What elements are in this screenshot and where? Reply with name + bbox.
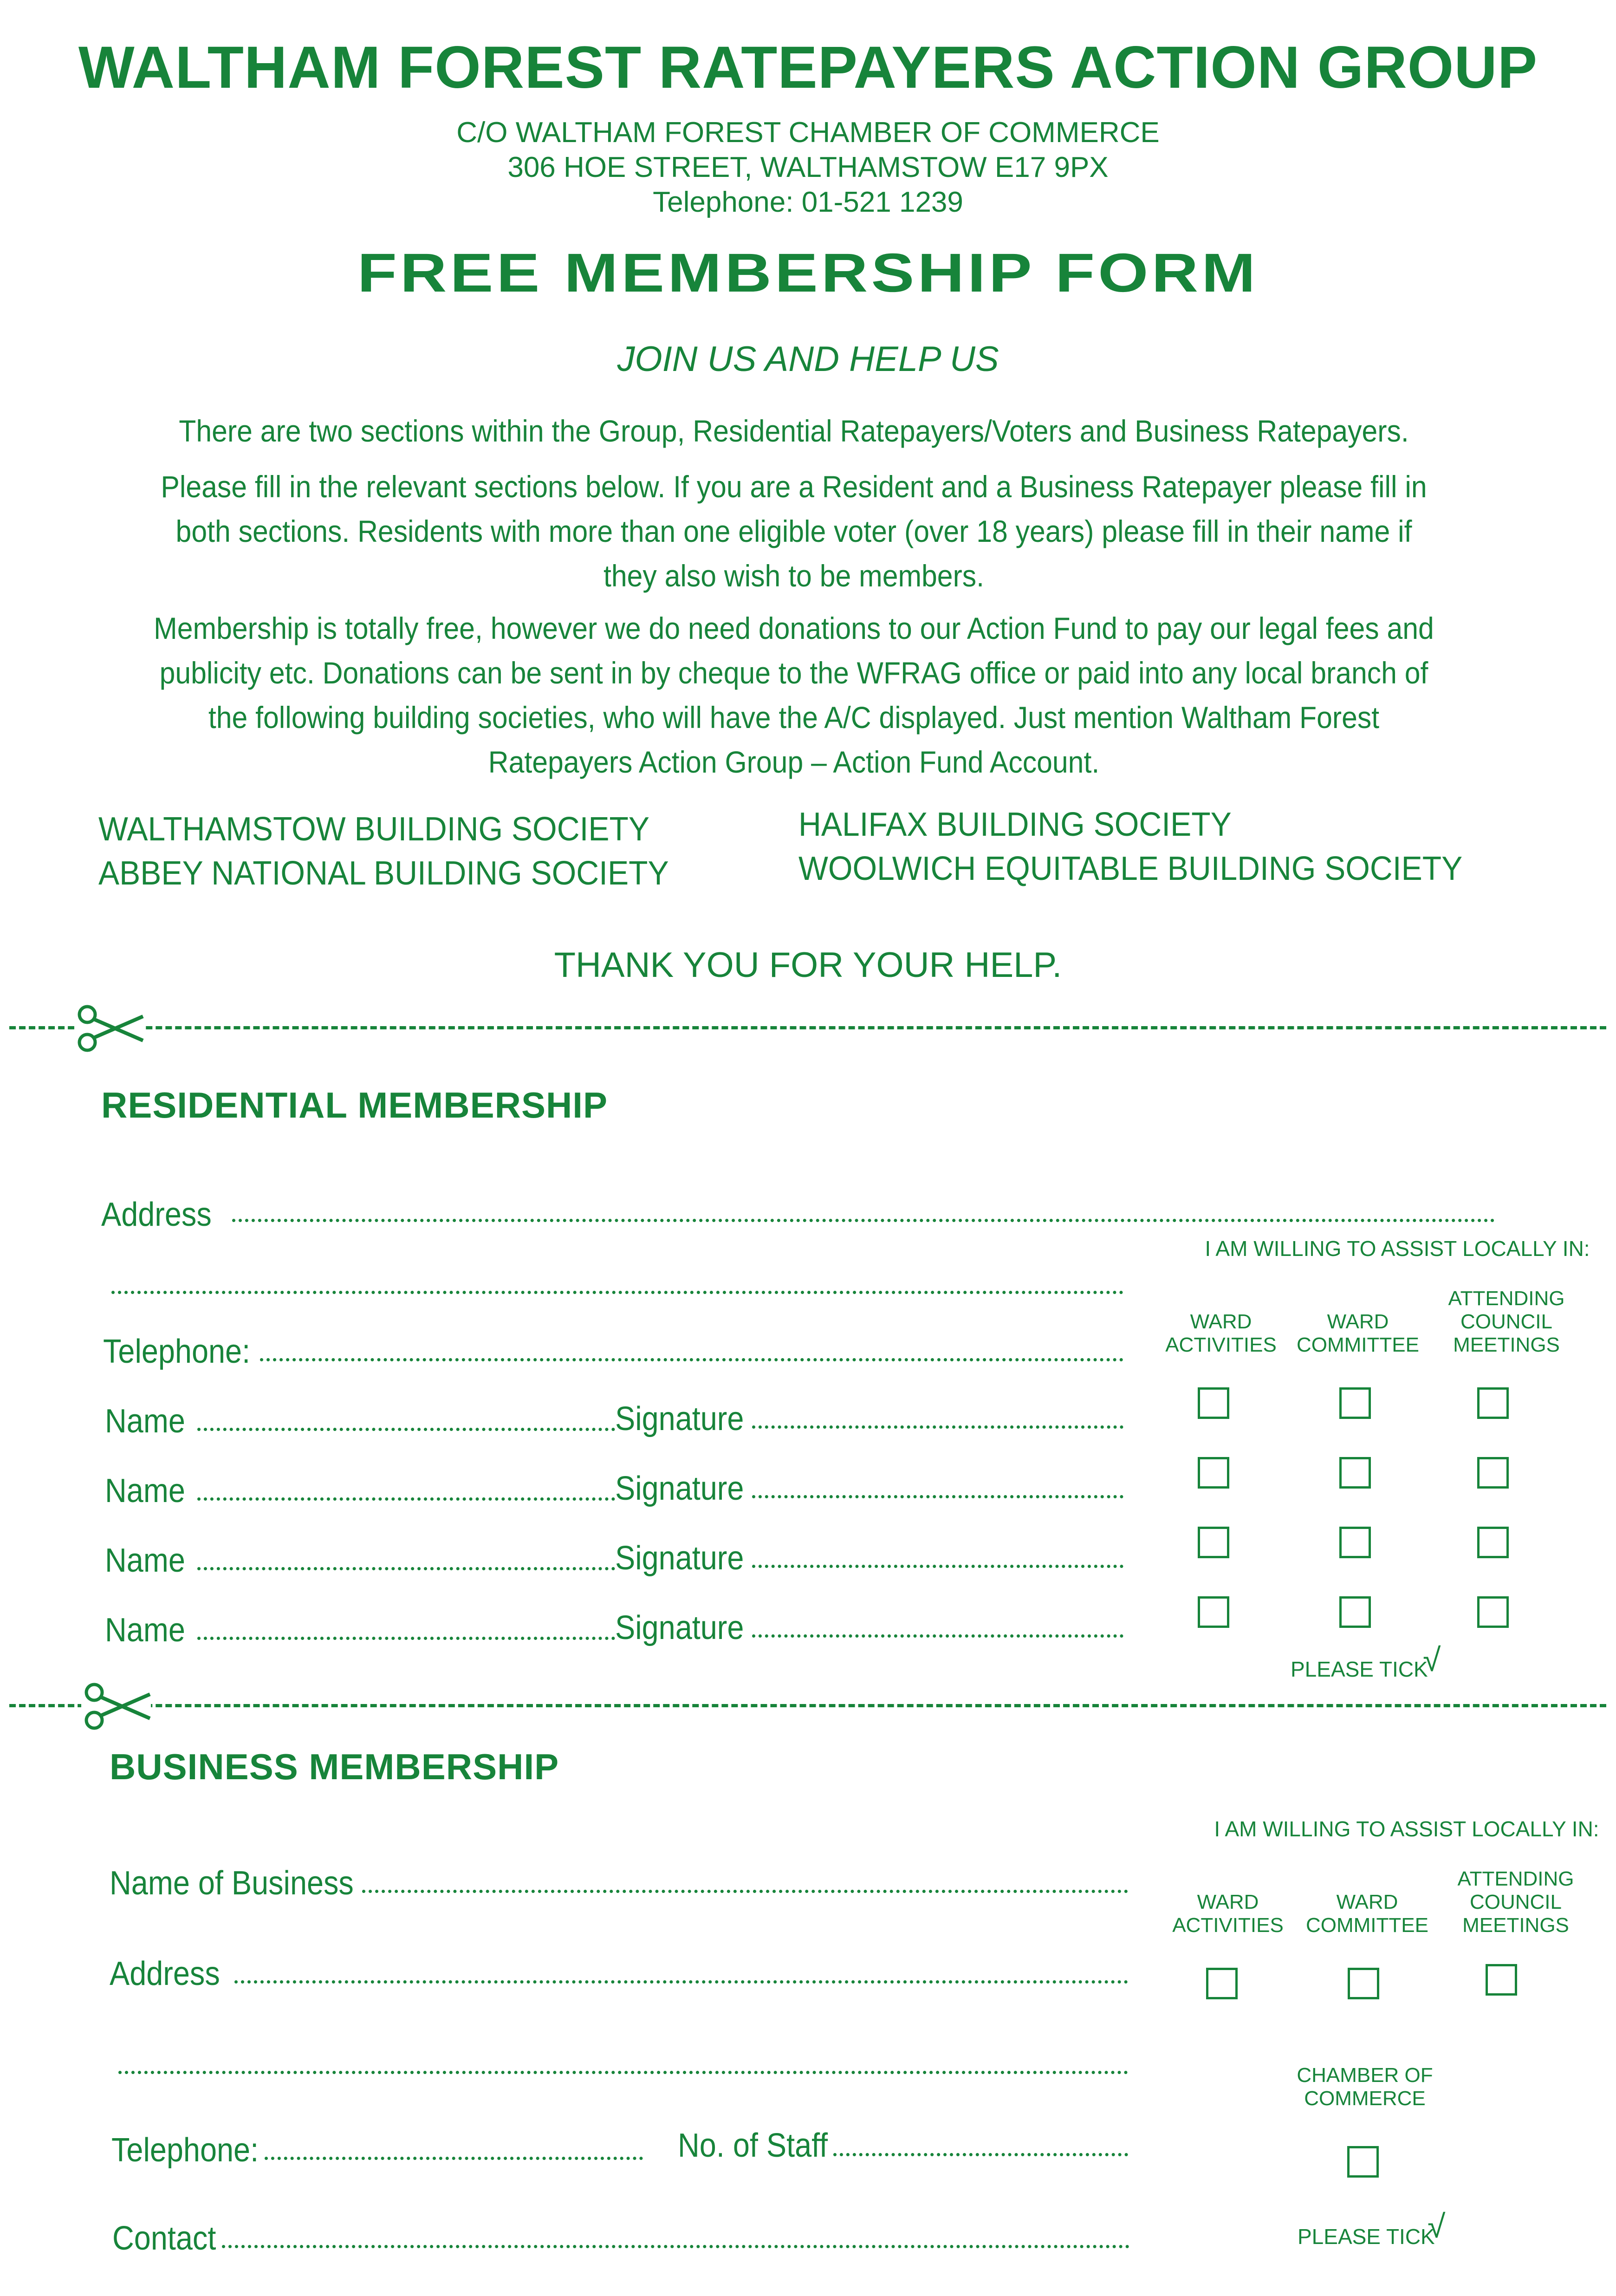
ward-committee-checkbox[interactable] <box>1339 1387 1371 1419</box>
contact-label: Contact <box>112 2220 216 2257</box>
ward-activities-checkbox[interactable] <box>1206 1968 1238 1999</box>
name-label: Name <box>105 1403 185 1440</box>
business-telephone-label: Telephone: <box>111 2132 259 2169</box>
tick-icon: √ <box>1428 2208 1446 2244</box>
society-woolwich: WOOLWICH EQUITABLE BUILDING SOCIETY <box>798 850 1463 887</box>
business-address-field-line-2[interactable] <box>118 2071 1128 2074</box>
address-field-line-2[interactable] <box>111 1291 1123 1294</box>
address-label: Address <box>101 1196 212 1233</box>
signature-label: Signature <box>615 1609 744 1646</box>
column-ward-committee: WARD COMMITTEE <box>1297 1310 1419 1356</box>
business-name-label: Name of Business <box>110 1865 354 1902</box>
name-label: Name <box>105 1542 185 1579</box>
intro-paragraph-3: Membership is totally free, however we do need donations to our Action Fund to pay our legal fees and publicity etc. Donations can be sent in by cheque to the WFRAG office or paid into any local branch of the following building societies, who will have the A/C displayed. Just mention Waltham Forest Ratepayers Action Group – Action Fund Account. <box>154 611 1434 779</box>
residential-assist-heading: I AM WILLING TO ASSIST LOCALLY IN: <box>1205 1236 1590 1261</box>
ward-committee-checkbox[interactable] <box>1339 1457 1371 1489</box>
organisation-title: WALTHAM FOREST RATEPAYERS ACTION GROUP <box>78 34 1538 101</box>
business-address-field[interactable] <box>234 1980 1128 1984</box>
business-name-field[interactable] <box>362 1890 1128 1893</box>
staff-field[interactable] <box>833 2153 1128 2156</box>
business-section-title: BUSINESS MEMBERSHIP <box>110 1746 559 1787</box>
cut-line <box>9 1704 1606 1707</box>
signature-field[interactable] <box>752 1495 1123 1498</box>
ward-activities-checkbox[interactable] <box>1198 1596 1229 1628</box>
signature-label: Signature <box>615 1400 744 1437</box>
signature-field[interactable] <box>752 1425 1123 1429</box>
ward-activities-checkbox[interactable] <box>1198 1527 1229 1558</box>
tagline: JOIN US AND HELP US <box>617 339 999 379</box>
name-field[interactable] <box>197 1637 615 1640</box>
council-meetings-checkbox[interactable] <box>1486 1964 1517 1996</box>
please-tick-label: PLEASE TICK <box>1291 1657 1428 1681</box>
ward-activities-checkbox[interactable] <box>1198 1457 1229 1489</box>
name-field[interactable] <box>197 1497 615 1501</box>
scissors-icon <box>74 1001 144 1056</box>
contact-field[interactable] <box>222 2245 1129 2248</box>
name-field[interactable] <box>197 1428 615 1431</box>
telephone-field[interactable] <box>260 1358 1123 1361</box>
name-label: Name <box>105 1472 185 1509</box>
please-tick-label: PLEASE TICK <box>1298 2224 1435 2249</box>
column-ward-activities: WARD ACTIVITIES <box>1172 1891 1284 1937</box>
telephone-label: Telephone: <box>103 1333 251 1370</box>
thanks-message: THANK YOU FOR YOUR HELP. <box>554 945 1062 985</box>
column-attending-council-meetings: ATTENDING COUNCIL MEETINGS <box>1457 1867 1574 1937</box>
society-abbey-national: ABBEY NATIONAL BUILDING SOCIETY <box>98 855 669 892</box>
tick-icon: √ <box>1423 1642 1441 1678</box>
telephone-line: Telephone: 01-521 1239 <box>653 186 963 218</box>
column-ward-committee: WARD COMMITTEE <box>1306 1891 1428 1937</box>
business-assist-heading: I AM WILLING TO ASSIST LOCALLY IN: <box>1214 1817 1599 1841</box>
society-walthamstow: WALTHAMSTOW BUILDING SOCIETY <box>98 811 650 848</box>
signature-field[interactable] <box>752 1634 1123 1638</box>
intro-paragraph-2: Please fill in the relevant sections below. If you are a Resident and a Business Ratepayer please fill in both sections. Residents with more than one eligible voter (over 18 years) please fill in their name if they also wish to be members. <box>161 469 1427 593</box>
name-field[interactable] <box>197 1567 615 1570</box>
staff-label: No. of Staff <box>678 2127 828 2164</box>
ward-activities-checkbox[interactable] <box>1198 1387 1229 1419</box>
society-halifax: HALIFAX BUILDING SOCIETY <box>798 806 1232 843</box>
council-meetings-checkbox[interactable] <box>1477 1387 1509 1419</box>
business-address-label: Address <box>110 1955 220 1992</box>
council-meetings-checkbox[interactable] <box>1477 1527 1509 1558</box>
ward-committee-checkbox[interactable] <box>1348 1968 1379 1999</box>
cut-line <box>9 1026 1606 1029</box>
column-attending-council-meetings: ATTENDING COUNCIL MEETINGS <box>1448 1287 1565 1356</box>
council-meetings-checkbox[interactable] <box>1477 1596 1509 1628</box>
residential-section-title: RESIDENTIAL MEMBERSHIP <box>101 1085 608 1125</box>
column-ward-activities: WARD ACTIVITIES <box>1165 1310 1277 1356</box>
signature-field[interactable] <box>752 1565 1123 1568</box>
address-line-2: 306 HOE STREET, WALTHAMSTOW E17 9PX <box>507 151 1109 183</box>
signature-label: Signature <box>615 1540 744 1577</box>
chamber-of-commerce-checkbox[interactable] <box>1347 2146 1379 2178</box>
chamber-of-commerce-label: CHAMBER OF COMMERCE <box>1297 2064 1433 2110</box>
business-telephone-field[interactable] <box>265 2157 643 2160</box>
address-field[interactable] <box>232 1219 1495 1222</box>
ward-committee-checkbox[interactable] <box>1339 1527 1371 1558</box>
council-meetings-checkbox[interactable] <box>1477 1457 1509 1489</box>
name-label: Name <box>105 1612 185 1649</box>
signature-label: Signature <box>615 1470 744 1507</box>
address-line-1: C/O WALTHAM FOREST CHAMBER OF COMMERCE <box>456 117 1160 149</box>
scissors-icon <box>81 1678 151 1734</box>
intro-paragraph-1: There are two sections within the Group, Residential Ratepayers/Voters and Business Ratepayers. <box>179 414 1409 448</box>
ward-committee-checkbox[interactable] <box>1339 1596 1371 1628</box>
form-title: FREE MEMBERSHIP FORM <box>357 242 1259 304</box>
